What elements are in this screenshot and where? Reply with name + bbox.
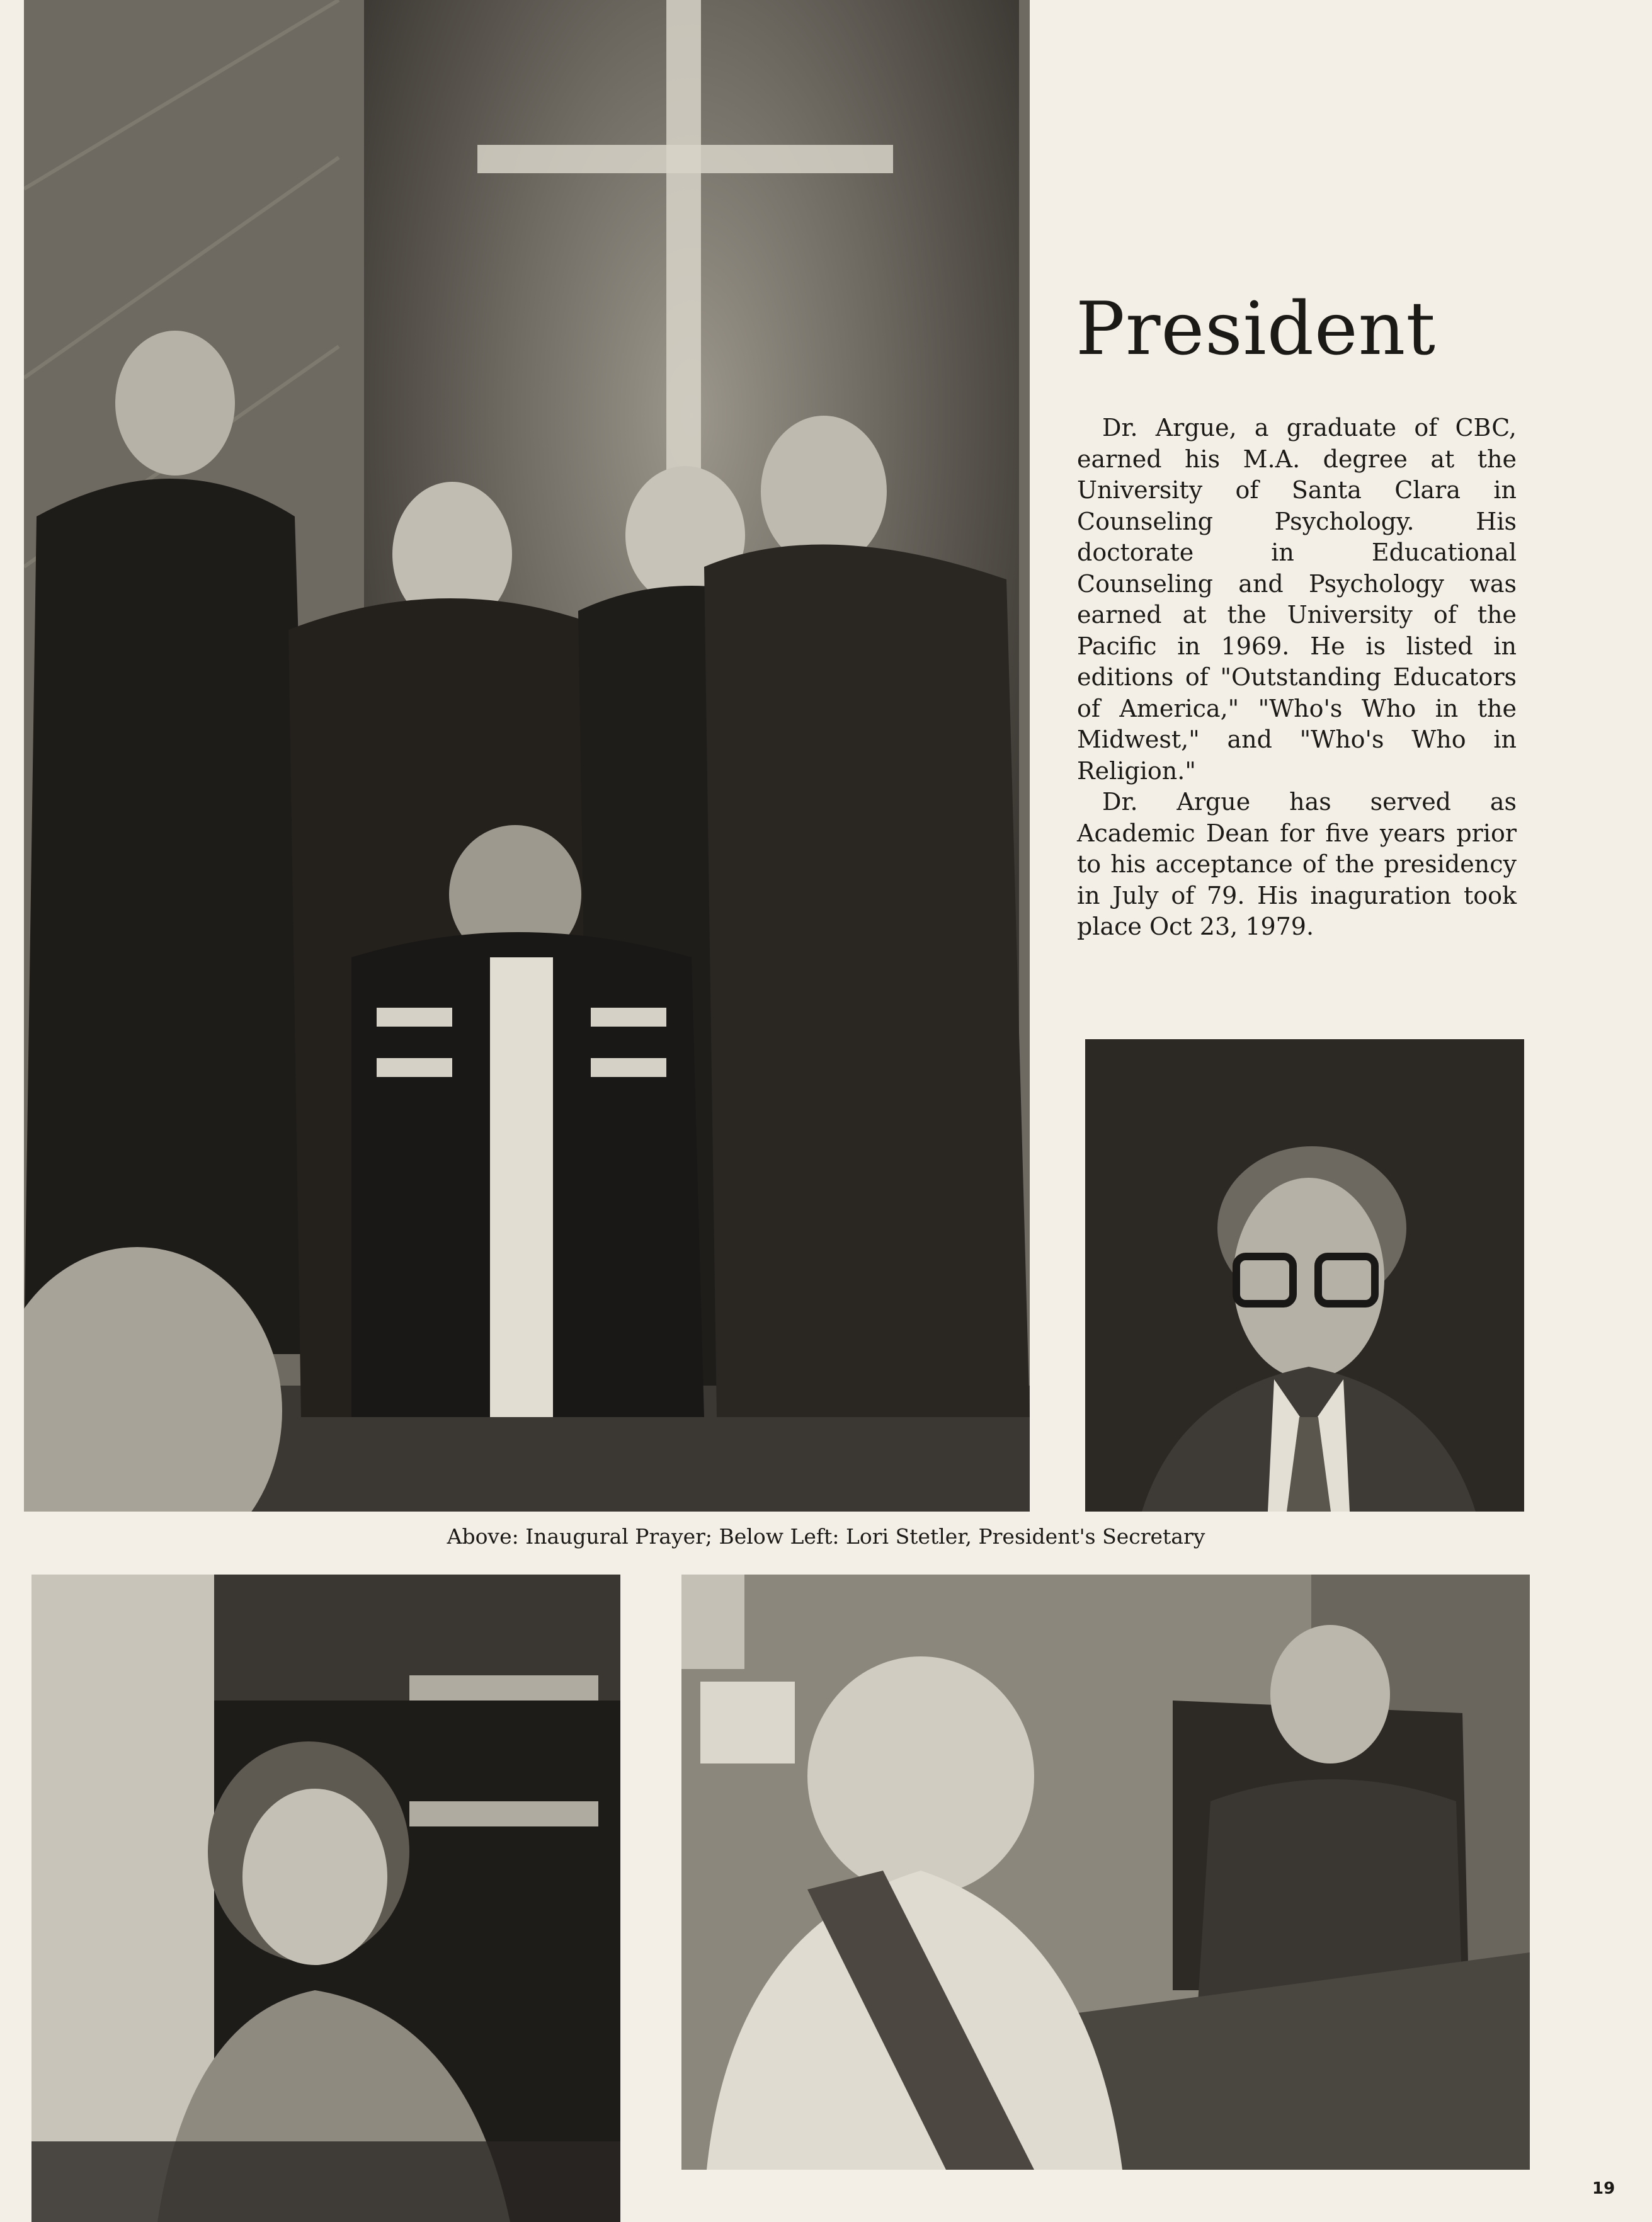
president-portrait-photo <box>1085 1039 1524 1512</box>
page-number: 19 <box>1592 2179 1615 2198</box>
inaugural-prayer-photo <box>24 0 1030 1512</box>
secretary-photo <box>31 1575 620 2222</box>
page-title: President <box>1076 287 1437 372</box>
photo-caption: Above: Inaugural Prayer; Below Left: Lori Stetler, President's Secretary <box>447 1524 1205 1549</box>
biography-paragraph: Dr. Argue has served as Academic Dean for five years prior to his acceptance of the presidency in July of 79. His inaguration took place Oct 23, 1979. <box>1077 788 1517 940</box>
biography-paragraph: Dr. Argue, a graduate of CBC, earned his M.A. degree at the University of Santa Clara in Counseling Psychology. His doctorate in Educational Counseling and Psychology was earned at the University of the Pacific in 1969. He is listed in editions of "Outstanding Educators of America," "Who's Who in the Midwest," and "Who's Who in Religion." <box>1077 414 1517 785</box>
president-biography <box>1077 413 1517 943</box>
office-meeting-photo <box>681 1575 1530 2170</box>
